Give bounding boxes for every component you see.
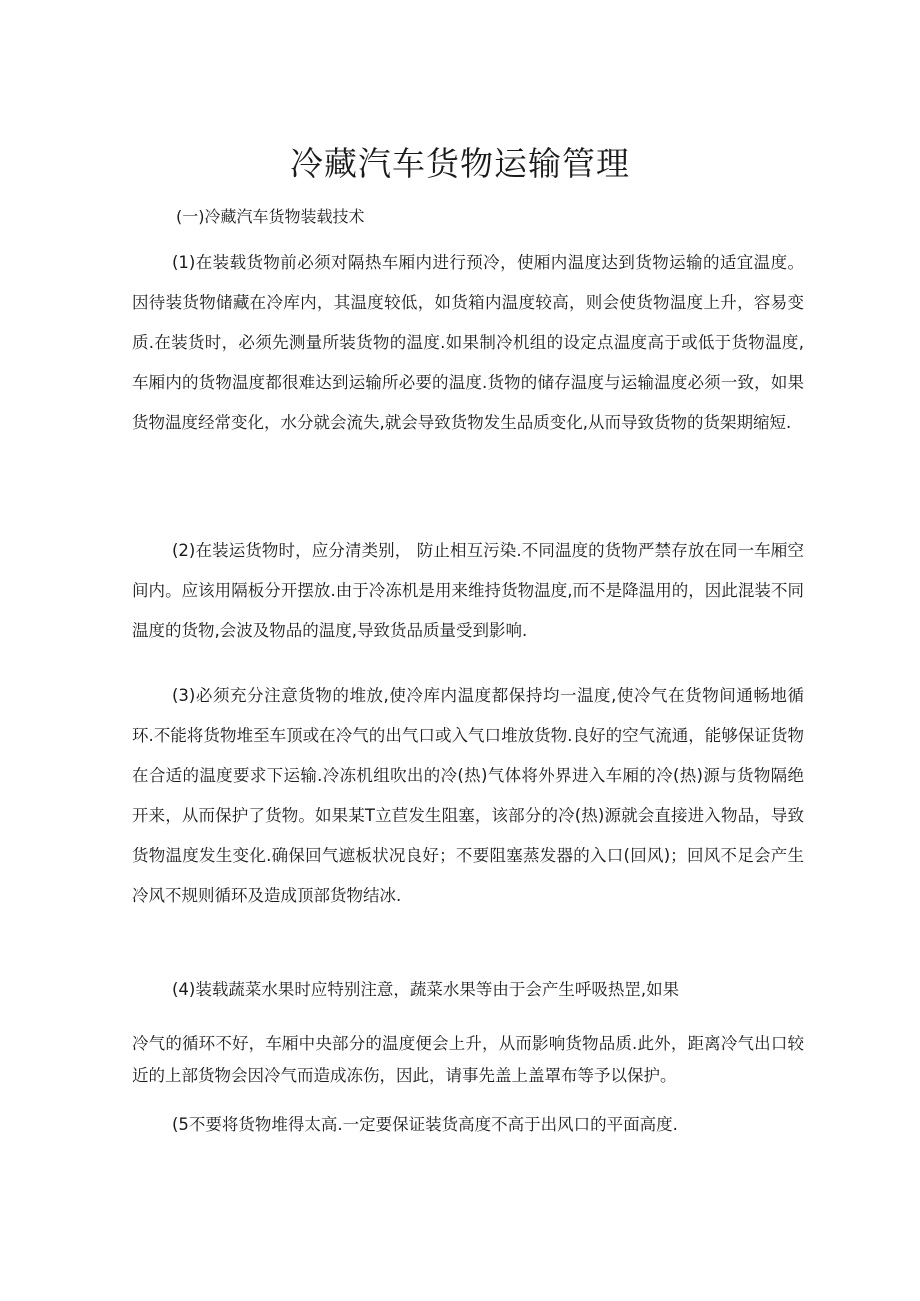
- paragraph-2: (2)在装运货物时，应分清类别， 防止相互污染.不同温度的货物严禁存放在同一车厢空间内。应该用隔板分开摆放.由于冷冻机是用来维持货物温度,而不是降温用的，因此混装不同温度的货物,会波及物品的温度,导致货品质量受到影响.: [132, 541, 804, 640]
- document-title: 冷藏汽车货物运输管理: [290, 144, 630, 183]
- paragraph-1: (1)在装载货物前必须对隔热车厢内进行预冷，使厢内温度达到货物运输的适宜温度。因待装货物储藏在冷库内，其温度较低，如货箱内温度较高，则会使货物温度上升，容易变质.在装货时，必须先测量所装货物的温度.如果制冷机组的设定点温度高于或低于货物温度,车厢内的货物温度都很难达到运输所必要的温度.货物的储存温度与运输温度必须一致，如果货物温度经常变化，水分就会流失,就会导致货物发生品质变化,从而导致货物的货架期缩短.: [132, 253, 804, 432]
- paragraph-3: (3)必须充分注意货物的堆放,使冷库内温度都保持均一温度,使冷气在货物间通畅地循环.不能将货物堆至车顶或在冷气的出气口或入气口堆放货物.良好的空气流通，能够保证货物在合适的温度要求下运输.冷冻机组吹出的冷(热)气体将外界进入车厢的冷(热)源与货物隔绝开来，从而保护了货物。如果某T立苣发生阻塞，该部分的冷(热)源就会直接进入物品，导致货物温度发生变化.确保回气遮板状况良好；不要阻塞蒸发器的入口(回风)；回风不足会产生冷风不规则循环及造成顶部货物结冰.: [132, 686, 804, 905]
- paragraph-4-first-line: (4)装载蔬菜水果时应特别注意，蔬菜水果等由于会产生呼吸热罡,如果: [172, 980, 680, 999]
- section-heading: (一)冷藏汽车货物装载技术: [176, 207, 365, 226]
- paragraph-4-continuation: 冷气的循环不好，车厢中央部分的温度便会上升，从而影响货物品质.此外，距离冷气出口较近的上部货物会因冷气而造成冻伤，因此，请事先盖上盖罩布等予以保护。: [132, 1034, 804, 1085]
- paragraph-5: (5不要将货物堆得太高.一定要保证装货高度不高于出风口的平面高度.: [172, 1115, 678, 1134]
